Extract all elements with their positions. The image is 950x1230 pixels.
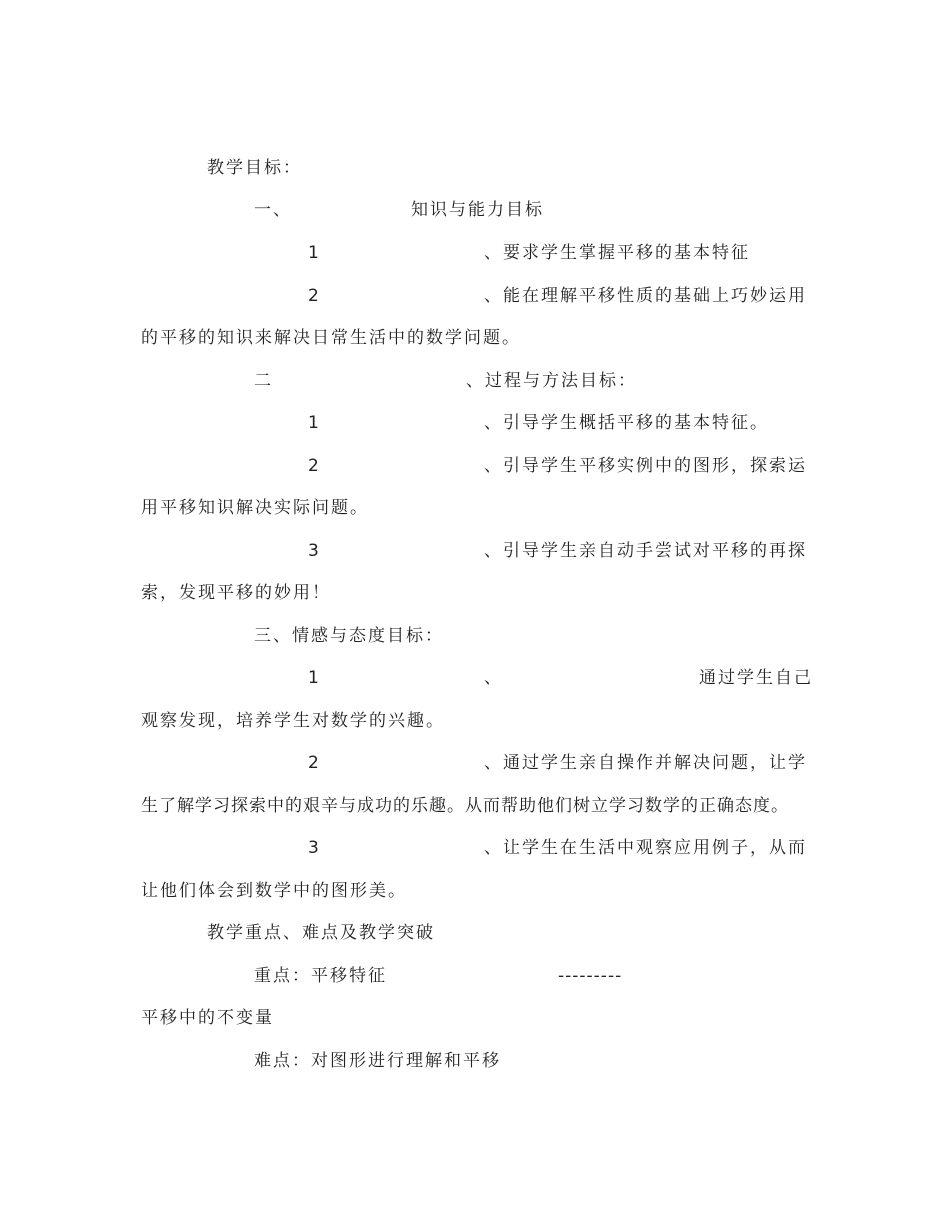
section1-item1-number: 1 xyxy=(308,243,321,263)
section2-number: 二 xyxy=(254,371,273,391)
section2-item2-continuation: 用平移知识解决实际问题。 xyxy=(141,498,369,518)
section2-item2-number: 2 xyxy=(308,456,321,476)
section3-item1-continuation: 观察发现，培养学生对数学的兴趣。 xyxy=(141,711,445,731)
section2-title: 、过程与方法目标： xyxy=(466,371,637,391)
section3-item3-continuation: 让他们体会到数学中的图形美。 xyxy=(141,881,407,901)
section1-title: 知识与能力目标 xyxy=(411,200,544,220)
section2-item2-text: 、引导学生平移实例中的图形，探索运 xyxy=(484,456,807,476)
section3-item2-number: 2 xyxy=(308,753,321,773)
section2-item3-continuation: 索，发现平移的妙用！ xyxy=(141,583,331,603)
section2-item1-number: 1 xyxy=(308,413,321,433)
section1-number: 一、 xyxy=(254,200,292,220)
section3-item1-separator: 、 xyxy=(484,668,503,688)
key-point-label: 重点：平移特征 xyxy=(254,966,387,986)
keypoints-heading: 教学重点、难点及教学突破 xyxy=(207,923,435,943)
section3-item2-text: 、通过学生亲自操作并解决问题，让学 xyxy=(484,753,807,773)
section3-item3-text: 、让学生在生活中观察应用例子，从而 xyxy=(484,838,807,858)
section2-item3-text: 、引导学生亲自动手尝试对平移的再探 xyxy=(484,541,807,561)
section1-item2-text: 、能在理解平移性质的基础上巧妙运用 xyxy=(484,286,807,306)
section1-item1-text: 、要求学生掌握平移的基本特征 xyxy=(484,243,750,263)
key-point-continuation: 平移中的不变量 xyxy=(141,1008,274,1028)
section1-item2-number: 2 xyxy=(308,286,321,306)
objectives-heading: 教学目标： xyxy=(207,158,302,178)
difficult-point-label: 难点：对图形进行理解和平移 xyxy=(254,1051,501,1071)
section3-item3-number: 3 xyxy=(308,838,321,858)
section2-item3-number: 3 xyxy=(308,541,321,561)
section3-item2-continuation: 生了解学习探索中的艰辛与成功的乐趣。从而帮助他们树立学习数学的正确态度。 xyxy=(141,796,789,816)
section3-item1-text: 通过学生自己 xyxy=(699,668,813,688)
section3-title: 三、情感与态度目标： xyxy=(254,626,444,646)
key-point-dashes: --------- xyxy=(558,966,623,986)
section1-item2-continuation: 的平移的知识来解决日常生活中的数学问题。 xyxy=(141,328,521,348)
section3-item1-number: 1 xyxy=(308,668,321,688)
section2-item1-text: 、引导学生概括平移的基本特征。 xyxy=(484,413,769,433)
